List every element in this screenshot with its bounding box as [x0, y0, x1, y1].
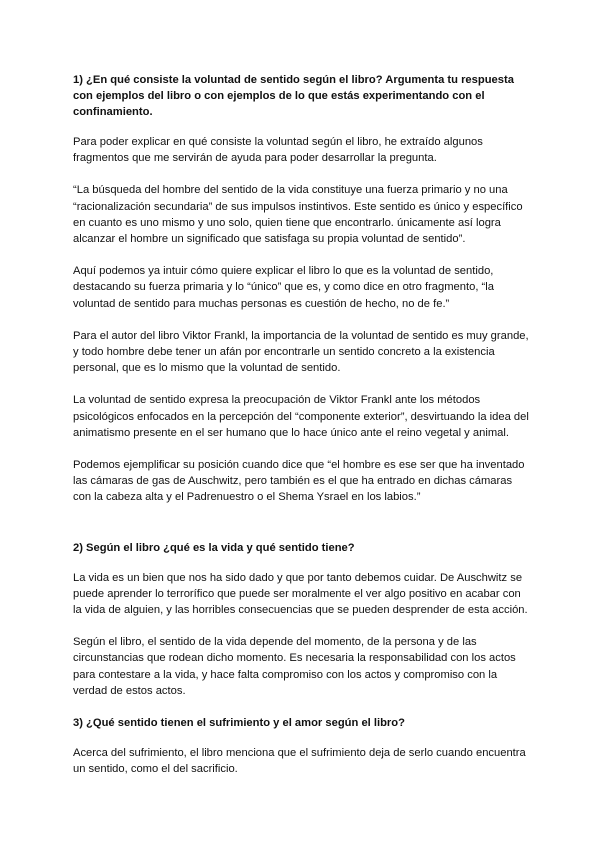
paragraph: La vida es un bien que nos ha sido dado y que por tanto debemos cuidar. De Auschwitz se puede aprender lo terrorífico que puede ser moralmente el ver algo positivo en acabar con la vida de alguien, y las horribles consecuencias que se pueden desprender de esta acción. — [73, 571, 528, 617]
paragraph: La voluntad de sentido expresa la preocupación de Viktor Frankl ante los métodos psicológicos enfocados en la percepción del “componente exterior”, desvirtuando la idea del animatismo presente en el ser humano que lo hace único ante el reino vegetal y animal. — [73, 394, 529, 439]
quote-paragraph: “La búsqueda del hombre del sentido de la vida constituye una fuerza primario y no una “racionalización secundaria” de sus impulsos instintivos. Este sentido es único y específico en cuanto es uno mismo y uno solo, quien tiene que encontrarlo. únicamente así logra alcanzar el hombre un significado que satisfaga su propia voluntad de sentido”. — [73, 184, 523, 246]
paragraph: Para poder explicar en qué consiste la voluntad según el libro, he extraído algunos fragmentos que me servirán de ayuda para poder desarrollar la pregunta. — [73, 136, 483, 165]
paragraph: Aquí podemos ya intuir cómo quiere explicar el libro lo que es la voluntad de sentido, destacando su fuerza primaria y lo “único” que es, y como dice en otro fragmento, “la voluntad de sentido para muchas personas es cuestión de hecho, no de fe.” — [73, 265, 494, 310]
question-3-heading: 3) ¿Qué sentido tienen el sufrimiento y el amor según el libro? — [73, 717, 405, 730]
question-2-heading: 2) Según el libro ¿qué es la vida y qué sentido tiene? — [73, 541, 355, 554]
paragraph: Acerca del sufrimiento, el libro menciona que el sufrimiento deja de serlo cuando encuentra un sentido, como el del sacrificio. — [73, 747, 526, 776]
paragraph: Para el autor del libro Viktor Frankl, la importancia de la voluntad de sentido es muy grande, y todo hombre debe tener un afán por encontrarle un sentido concreto a la existencia personal, que es lo mismo que la voluntad de sentido. — [73, 329, 529, 375]
paragraph: Podemos ejemplificar su posición cuando dice que “el hombre es ese ser que ha inventado las cámaras de gas de Auschwitz, pero también es el que ha entrado en dichas cámaras con la cabeza alta y el Padrenuestro o el Shema Ysrael en los labios.” — [73, 459, 525, 504]
paragraph: Según el libro, el sentido de la vida depende del momento, de la persona y de las circunstancias que rodean dicho momento. Es necesaria la responsabilidad con los actos para contestare a la vida, y hace falta compromiso con los actos y compromiso con la verdad de estos actos. — [73, 636, 516, 697]
question-1-heading: 1) ¿En qué consiste la voluntad de sentido según el libro? Argumenta tu respuesta con ejemplos del libro o con ejemplos de lo que estás experimentando con el confinamiento. — [73, 74, 514, 118]
